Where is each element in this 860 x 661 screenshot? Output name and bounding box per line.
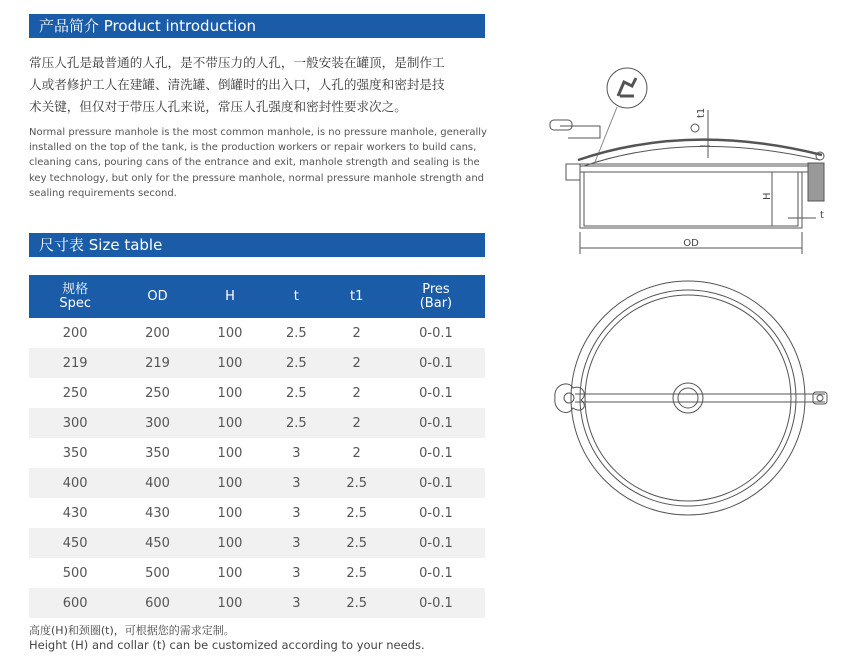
table-cell: 200 xyxy=(62,325,88,341)
table-cell: 250 xyxy=(62,385,88,401)
table-cell: 100 xyxy=(217,565,243,581)
customization-note-en: Height (H) and collar (t) can be customized according to your needs. xyxy=(29,638,425,652)
table-cell: 100 xyxy=(194,588,266,618)
table-cell: 100 xyxy=(194,348,266,378)
table-cell: 219 xyxy=(29,348,121,378)
table-row xyxy=(29,468,485,498)
manhole-side-view-drawing xyxy=(540,60,840,260)
table-cell: 200 xyxy=(145,325,170,341)
table-cell: 0-0.1 xyxy=(419,385,453,401)
table-cell: 600 xyxy=(29,588,121,618)
table-cell: 430 xyxy=(62,505,88,521)
intro-en-line: installed on the top of the tank, is the production workers or repair workers to build cans, xyxy=(29,142,477,154)
table-row xyxy=(29,558,485,588)
table-cell: 3 xyxy=(266,528,326,558)
table-cell: 600 xyxy=(121,588,193,618)
table-cell: 2 xyxy=(352,445,361,461)
table-cell: 0-0.1 xyxy=(387,348,485,378)
table-cell: 2 xyxy=(327,348,387,378)
table-cell: 2.5 xyxy=(266,348,326,378)
table-cell: 3 xyxy=(266,468,326,498)
table-cell: 0-0.1 xyxy=(387,408,485,438)
header-od: OD xyxy=(121,275,193,318)
table-row xyxy=(29,438,485,468)
table-cell: 2.5 xyxy=(286,385,307,401)
table-cell: 100 xyxy=(217,505,243,521)
table-cell: 2.5 xyxy=(346,505,368,521)
label-h: H xyxy=(762,192,773,200)
table-cell: 2 xyxy=(352,385,361,401)
table-cell: 0-0.1 xyxy=(419,505,453,521)
table-cell: 3 xyxy=(266,588,326,618)
table-cell: 2.5 xyxy=(327,528,387,558)
table-cell: 100 xyxy=(217,325,243,341)
handwheel-stem xyxy=(560,126,600,138)
inner-rim xyxy=(580,290,796,506)
table-cell: 350 xyxy=(62,445,88,461)
table-cell: 3 xyxy=(292,505,301,521)
header-t1: t1 xyxy=(327,275,387,318)
intro-en-line: cleaning cans, pouring cans of the entrance and exit, manhole strength and sealing is the xyxy=(29,157,480,169)
table-row xyxy=(29,318,485,348)
tank-wall-section xyxy=(808,163,824,201)
table-cell: 2.5 xyxy=(286,325,307,341)
size-table xyxy=(29,275,485,618)
table-row xyxy=(29,498,485,528)
table-cell: 0-0.1 xyxy=(387,528,485,558)
table-cell: 300 xyxy=(121,408,193,438)
label-od: OD xyxy=(683,238,699,249)
table-cell: 400 xyxy=(121,468,193,498)
intro-cn-line: 术关键，但仅对于带压人孔来说，常压人孔强度和密封性要求次之。 xyxy=(29,99,407,114)
table-cell: 0-0.1 xyxy=(387,588,485,618)
table-row xyxy=(29,348,485,378)
table-cell: 2.5 xyxy=(327,468,387,498)
intro-cn-line: 常压人孔是最普通的人孔，是不带压力的人孔，一般安装在罐顶，是制作工 xyxy=(29,55,445,70)
seal-detail-circle xyxy=(607,68,647,108)
table-row xyxy=(29,528,485,558)
header-t: t xyxy=(266,275,326,318)
manhole-top-view-drawing xyxy=(545,280,835,530)
section-heading-product-intro: 产品简介 Product introduction xyxy=(29,14,485,38)
table-cell: 2 xyxy=(352,325,361,341)
seal-detail-symbol xyxy=(618,78,636,96)
table-row xyxy=(29,408,485,438)
table-cell: 0-0.1 xyxy=(419,445,453,461)
section-heading-size-table: 尺寸表 Size table xyxy=(29,233,485,257)
customization-note-cn: 高度(H)和颈圈(t)，可根据您的需求定制。 xyxy=(29,624,235,637)
table-cell: 100 xyxy=(217,385,243,401)
header-pressure: Pres (Bar) xyxy=(387,275,485,318)
table-cell: 250 xyxy=(145,385,170,401)
table-cell: 219 xyxy=(121,348,193,378)
table-row xyxy=(29,588,485,618)
outer-rim xyxy=(571,281,805,515)
table-cell: 350 xyxy=(145,445,170,461)
intro-chinese-paragraph xyxy=(29,52,487,118)
table-cell: 430 xyxy=(145,505,170,521)
table-cell: 3 xyxy=(292,565,301,581)
table-cell: 500 xyxy=(62,565,88,581)
table-cell: 0-0.1 xyxy=(387,468,485,498)
table-cell: 400 xyxy=(29,468,121,498)
intro-cn-line: 人或者修护工人在建罐、清洗罐、倒罐时的出入口，人孔的强度和密封是技 xyxy=(29,77,445,92)
table-cell: 500 xyxy=(145,565,170,581)
table-cell: 100 xyxy=(194,528,266,558)
table-cell: 100 xyxy=(217,445,243,461)
label-t1: t1 xyxy=(696,107,707,118)
table-cell: 100 xyxy=(194,408,266,438)
table-row xyxy=(29,378,485,408)
table-cell: 2.5 xyxy=(266,408,326,438)
size-table-header-row xyxy=(29,275,485,318)
intro-en-line: key technology, but only for the pressure manhole, normal pressure manhole strength and xyxy=(29,172,484,184)
header-spec: 规格 Spec xyxy=(29,275,121,318)
intro-english-paragraph xyxy=(29,125,487,201)
table-cell: 0-0.1 xyxy=(419,325,453,341)
table-cell: 100 xyxy=(194,468,266,498)
label-t: t xyxy=(820,210,824,221)
handwheel xyxy=(550,120,572,130)
table-cell: 300 xyxy=(29,408,121,438)
table-cell: 2.5 xyxy=(346,565,368,581)
intro-en-line: sealing requirements second. xyxy=(29,187,177,199)
table-cell: 450 xyxy=(121,528,193,558)
table-cell: 2.5 xyxy=(327,588,387,618)
header-h: H xyxy=(194,275,266,318)
table-cell: 450 xyxy=(29,528,121,558)
intro-en-line: Normal pressure manhole is the most common manhole, is no pressure manhole, generally xyxy=(29,127,487,138)
table-cell: 0-0.1 xyxy=(419,565,453,581)
table-cell: 2 xyxy=(327,408,387,438)
table-cell: 3 xyxy=(292,445,301,461)
